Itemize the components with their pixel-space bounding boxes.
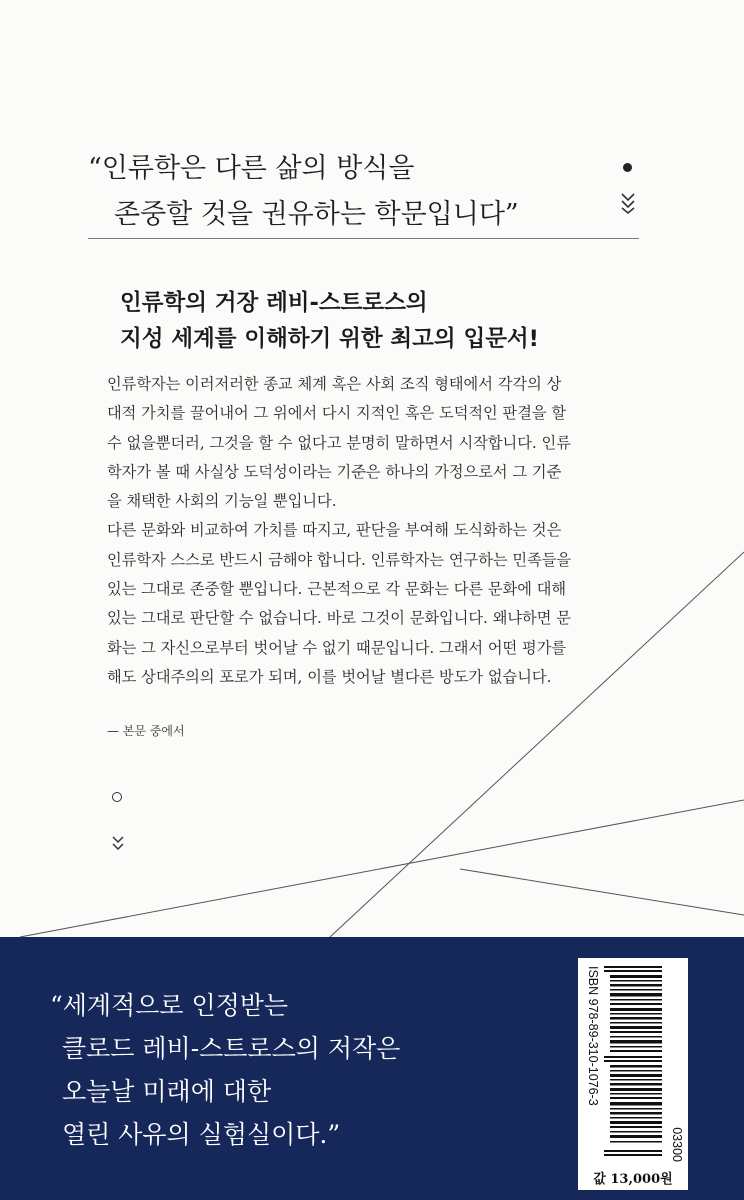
band-quote-line-4: 열린 사유의 실험실이다.” [62, 1120, 341, 1149]
headline-line-2: 지성 세계를 이해하기 위한 최고의 입문서! [120, 326, 539, 352]
divider-rule [88, 238, 639, 239]
dot-icon [623, 163, 632, 172]
body-line: 인류학자 스스로 반드시 금해야 합니다. 인류학자는 연구하는 민족들을 [107, 550, 572, 569]
body-line: 다른 문화와 비교하여 가치를 따지고, 판단을 부여해 도식화하는 것은 [107, 521, 562, 540]
body-line: 을 채택한 사회의 기능일 뿐입니다. [107, 492, 337, 511]
circle-icon [112, 792, 122, 802]
band-quote-line-3: 오늘날 미래에 대한 [62, 1077, 272, 1106]
double-chevron-down-icon [110, 833, 126, 855]
body-line: 학자가 볼 때 사실상 도덕성이라는 기준은 하나의 가정으로서 그 기준 [107, 462, 562, 481]
addon-code: 03300 [670, 1127, 684, 1162]
body-text [107, 370, 647, 692]
body-line: 인류학자는 이러저러한 종교 체계 혹은 사회 조직 형태에서 각각의 상 [107, 375, 562, 393]
headline [120, 285, 539, 357]
headline-line-1: 인류학의 거장 레비-스트로스의 [120, 290, 428, 316]
band-quote-line-2: 클로드 레비-스트로스의 저작은 [62, 1034, 401, 1063]
band-quote [50, 984, 530, 1156]
body-line: 수 없을뿐더러, 그것을 할 수 없다고 분명히 말하면서 시작합니다. 인류 [107, 433, 571, 452]
body-line: 대적 가치를 끌어내어 그 위에서 다시 지적인 혹은 도덕적인 판결을 할 [107, 404, 567, 423]
band-quote-line-1: “세계적으로 인정받는 [50, 991, 289, 1020]
isbn-label: ISBN 978-89-310-1076-3 [586, 966, 600, 1106]
body-line: 해도 상대주의의 포로가 되며, 이를 벗어날 별다른 방도가 없습니다. [107, 667, 552, 686]
isbn-label-wrap [582, 966, 600, 1162]
body-line: 있는 그대로 존중할 뿐입니다. 근본적으로 각 문화는 다른 문화에 대해 [107, 580, 567, 599]
double-chevron-down-icon [619, 190, 637, 214]
body-line: 있는 그대로 판단할 수 없습니다. 바로 그것이 문화입니다. 왜냐하면 문 [107, 609, 571, 628]
source-note: — 본문 중에서 [107, 724, 185, 738]
barcode [604, 966, 662, 1160]
top-quote-line-2: 존중할 것을 권유하는 학문입니다” [114, 199, 519, 230]
price-label: 값 13,000원 [593, 1172, 673, 1187]
top-quote-line-1: “인류학은 다른 삶의 방식을 [88, 153, 415, 184]
top-quote [88, 146, 608, 238]
body-line: 화는 그 자신으로부터 벗어날 수 없기 때문입니다. 그래서 어떤 평가를 [107, 638, 567, 657]
addon-code-wrap [666, 966, 684, 1162]
